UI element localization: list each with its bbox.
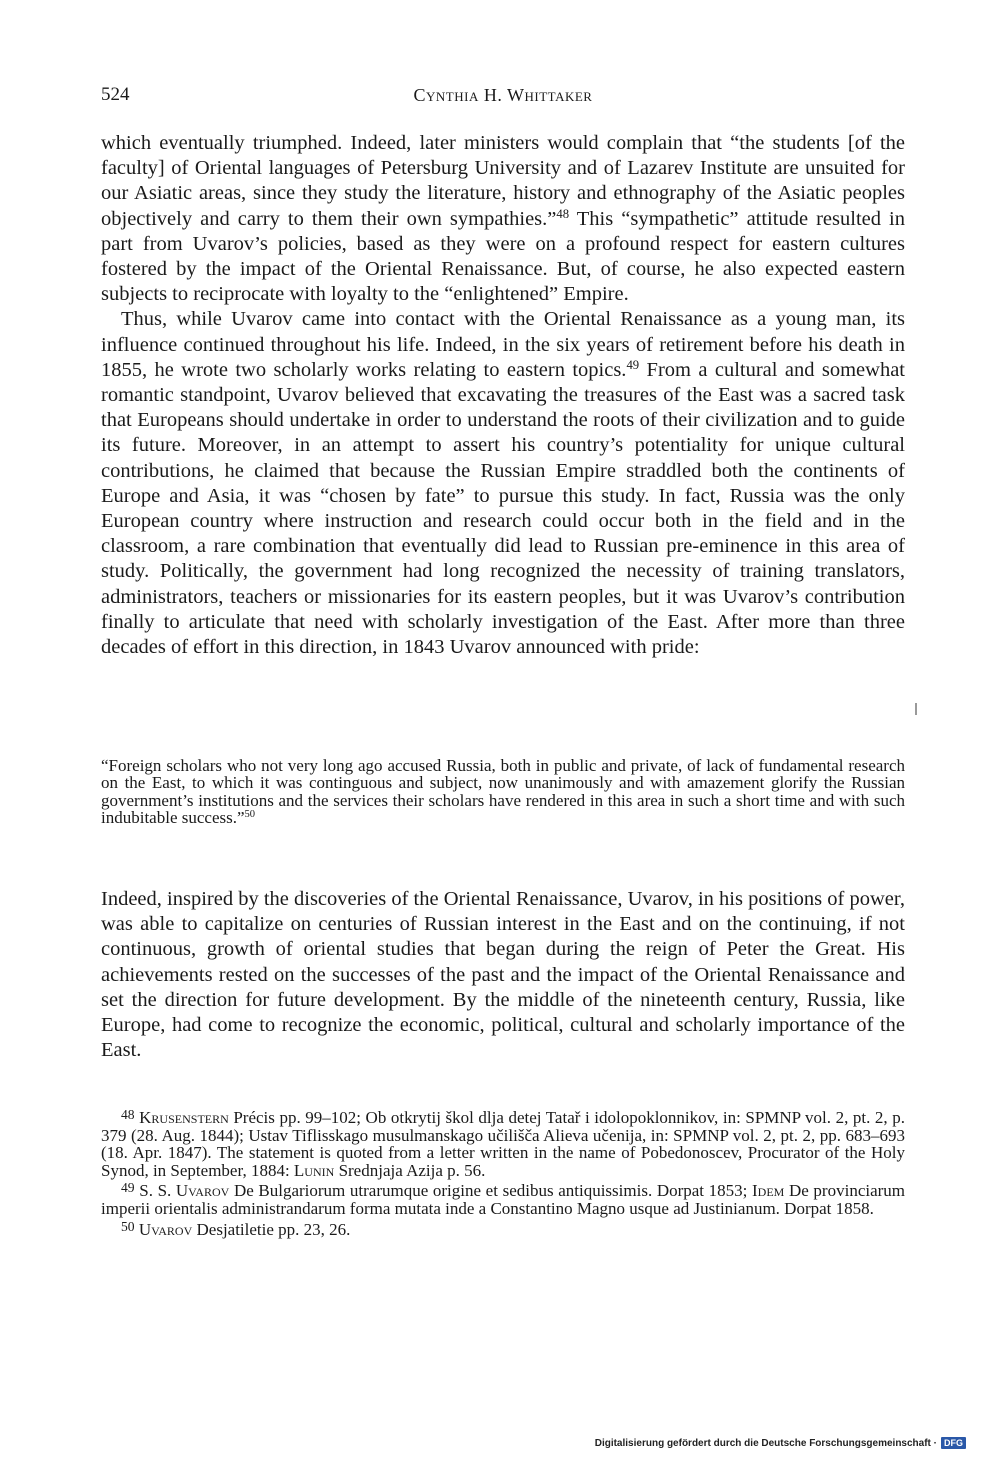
body-section-bottom — [101, 887, 905, 1063]
footnote-author: Lunin — [293, 1160, 335, 1180]
paragraph-2-text-b: From a cultural and somewhat romantic standpoint, Uvarov believed that excavating the treasures of the East was a sacred task that Europeans should undertake in order to understand the roots of their civilization and to guide its future. Moreover, in an attempt to assert his country’s potentiality for unique cultural contributions, he claimed that because the Russian Empire straddled both the continents of Europe and Asia, it was “chosen by fate” to pursue this study. In fact, Russia was the only European country where instruction and research could occur both in the field and in the classroom, a rare combination that eventually did lead to Russian pre-eminence in this area of study. Politically, the government had long recognized the necessity of training translators, administrators, teachers or missionaries for its eastern peoples, but it was Uvarov’s contribution finally to articulate that need with scholarly investigation of the East. After more than three decades of effort in this direction, in 1843 Uvarov announced with pride: — [101, 358, 905, 659]
footnotes — [101, 1106, 905, 1238]
page-header — [101, 84, 905, 114]
footnote-50 — [101, 1218, 905, 1239]
credit-text: Digitalisierung gefördert durch die Deutsche Forschungsgemeinschaft · — [594, 1437, 937, 1449]
footnote-text: Précis pp. 99–102; Ob otkrytij škol dlja detej Tatař i idolopoklonnikov, in: SPMNP vol. 2, pt. 2, p. 379 (28. Aug. 1844); Ustav Tiflisskago musulmanskago učilišča Alieva učenija, in: SPMNP vol. 2, pt. 2, pp. 683–693 (18. Apr. 1847). The statement is quoted from a letter written in the name of Pobedonoscev, Procurator of the Holy Synod, in September, 1884: — [101, 1108, 905, 1180]
footnote-48 — [101, 1106, 905, 1179]
footnote-number: 48 — [121, 1107, 135, 1122]
dfg-logo[interactable]: DFG — [941, 1437, 966, 1449]
footnote-author: S. S. Uvarov — [139, 1181, 230, 1201]
footnote-text: Srednjaja Azija p. 56. — [334, 1160, 486, 1180]
page-number: 524 — [101, 84, 130, 105]
body-section-top — [101, 131, 905, 660]
paragraph-2 — [101, 307, 905, 660]
footnote-49 — [101, 1179, 905, 1217]
paragraph-3: Indeed, inspired by the discoveries of the Oriental Renaissance, Uvarov, in his positions of power, was able to capitalize on centuries of Russian interest in the East and on the continuing, if not continuous, growth of oriental studies that began during the reign of Peter the Great. His achievements rested on the successes of the past and the impact of the Oriental Renaissance and set the direction for future development. By the middle of the nineteenth century, Russia, like Europe, had come to recognize the economic, political, cultural and scholarly importance of the East. — [101, 888, 905, 1062]
footnote-number: 49 — [121, 1180, 135, 1196]
paragraph-2-text-a: Thus, while Uvarov came into contact with the Oriental Renaissance as a young man, its influence continued throughout his life. Indeed, in the six years of retirement before his death in 1855, he wrote two scholarly works relating to eastern topics. — [101, 308, 905, 381]
footnote-author: Uvarov — [138, 1219, 193, 1239]
footnote-ref-50[interactable]: 50 — [244, 809, 256, 821]
margin-mark — [915, 703, 917, 715]
footnote-author: Krusenstern — [139, 1108, 229, 1128]
footnote-number: 50 — [121, 1218, 135, 1234]
digitization-credit — [595, 1437, 966, 1449]
running-head: Cynthia H. Whittaker — [413, 85, 593, 105]
footnote-text: De Bulgariorum utrarumque origine et sedibus antiquissimis. Dorpat 1853; — [229, 1181, 753, 1201]
footnote-ref-49[interactable]: 49 — [626, 357, 640, 372]
block-quote-text: “Foreign scholars who not very long ago accused Russia, both in public and private, of lack of fundamental research on the East, to which it was continguous and subject, now unanimously and with amazement glorify the Russian government’s institutions and the services their scholars have rendered in this area in such a short time and with such indubitable success.” — [101, 756, 905, 827]
footnote-text: Desjatiletie pp. 23, 26. — [192, 1219, 351, 1239]
paragraph-1-text-b: This “sympathetic” attitude resulted in part from Uvarov’s policies, based as they were on a profound respect for eastern cultures fostered by the impact of the Oriental Renaissance. But, of course, he also expected eastern subjects to reciprocate with loyalty to the “enlightened” Empire. — [101, 207, 905, 306]
footnote-ref-48[interactable]: 48 — [556, 206, 570, 221]
footnote-author: Idem — [752, 1181, 785, 1201]
paragraph-1-text-a: which eventually triumphed. Indeed, later ministers would complain that “the students [of the faculty] of Oriental languages of Petersburg University and of Lazarev Institute are unsuited for our Asiatic areas, since they study the literature, history and ethnography of the Asiatic peoples objectively and carry to them their own sympathies.” — [101, 132, 905, 230]
paragraph-1 — [101, 131, 905, 307]
footnote-text: De provinciarum imperii orientalis administrandarum forma mutata inde a Constantino Magno usque ad Justinianum. Dorpat 1858. — [101, 1181, 906, 1219]
block-quote — [101, 757, 905, 826]
